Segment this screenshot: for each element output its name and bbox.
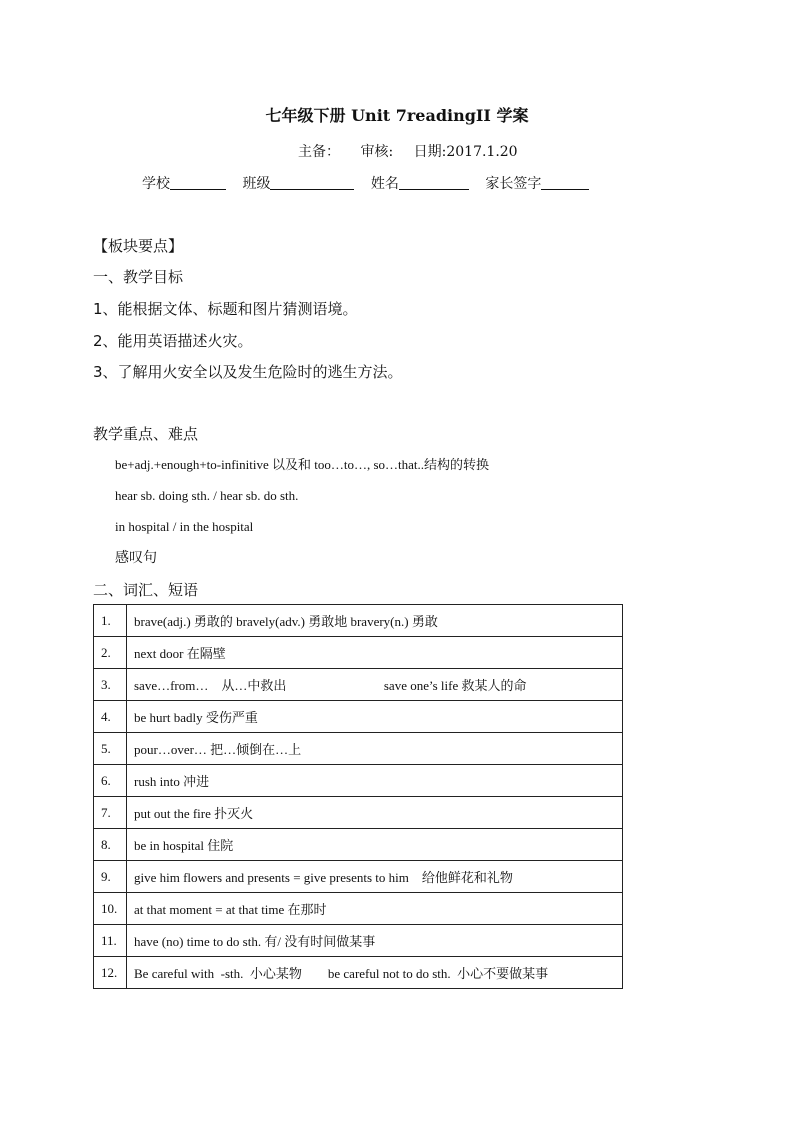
page-title: 七年级下册 Unit 7readingII 学案 — [265, 106, 529, 125]
row-number: 5. — [94, 733, 127, 765]
table-row — [94, 957, 623, 989]
goals-heading: 一、教学目标 — [93, 268, 184, 286]
student-info-fields — [142, 174, 601, 194]
key-points-heading: 【板块要点】 — [93, 237, 184, 255]
row-text: have (no) time to do sth. 有/ 没有时间做某事 — [127, 925, 623, 957]
row-number: 8. — [94, 829, 127, 861]
reviewer-label: 审核: — [360, 144, 394, 160]
row-text: next door 在隔壁 — [127, 637, 623, 669]
row-number: 7. — [94, 797, 127, 829]
table-row — [94, 765, 623, 797]
row-text: be hurt badly 受伤严重 — [127, 701, 623, 733]
row-text: put out the fire 扑灭火 — [127, 797, 623, 829]
row-text: pour…over… 把…倾倒在…上 — [127, 733, 623, 765]
name-blank[interactable] — [399, 175, 469, 190]
table-row — [94, 925, 623, 957]
parent-sign-blank[interactable] — [541, 175, 589, 190]
parent-sign-label: 家长签字 — [485, 176, 542, 192]
row-text: Be careful with -sth. 小心某物 be careful not to do sth. 小心不要做某事 — [127, 957, 623, 989]
row-number: 1. — [94, 605, 127, 637]
meta-line — [298, 142, 518, 162]
table-row — [94, 701, 623, 733]
school-blank[interactable] — [170, 175, 226, 190]
table-row — [94, 605, 623, 637]
row-text: save…from… 从…中救出 save one’s life 救某人的命 — [127, 669, 623, 701]
school-field[interactable] — [142, 176, 226, 192]
row-number: 4. — [94, 701, 127, 733]
table-row — [94, 829, 623, 861]
row-number: 6. — [94, 765, 127, 797]
table-row — [94, 637, 623, 669]
row-number: 11. — [94, 925, 127, 957]
table-row — [94, 797, 623, 829]
row-number: 3. — [94, 669, 127, 701]
row-text: rush into 冲进 — [127, 765, 623, 797]
focus-item: be+adj.+enough+to-infinitive 以及和 too…to…, so…that..结构的转换 — [115, 457, 490, 472]
name-field[interactable] — [371, 176, 469, 192]
table-row — [94, 733, 623, 765]
table-row — [94, 861, 623, 893]
class-label: 班级 — [242, 176, 271, 192]
row-text: be in hospital 住院 — [127, 829, 623, 861]
author-label: 主备： — [298, 144, 340, 160]
table-row — [94, 893, 623, 925]
focus-heading: 教学重点、难点 — [93, 425, 199, 443]
goal-item: 1、能根据文体、标题和图片猜测语境。 — [93, 300, 358, 318]
goal-item: 2、能用英语描述火灾。 — [93, 332, 253, 350]
row-number: 12. — [94, 957, 127, 989]
vocab-table — [93, 604, 623, 989]
school-label: 学校 — [142, 176, 170, 192]
row-number: 9. — [94, 861, 127, 893]
class-blank[interactable] — [270, 175, 354, 190]
row-number: 2. — [94, 637, 127, 669]
focus-item: in hospital / in the hospital — [115, 519, 254, 534]
goal-item: 3、了解用火安全以及发生危险时的逃生方法。 — [93, 363, 403, 381]
focus-item: hear sb. doing sth. / hear sb. do sth. — [115, 488, 299, 503]
row-text: give him flowers and presents = give presents to him 给他鲜花和礼物 — [127, 861, 623, 893]
vocab-heading: 二、词汇、短语 — [93, 581, 199, 599]
row-text: at that moment = at that time 在那时 — [127, 893, 623, 925]
row-number: 10. — [94, 893, 127, 925]
focus-item: 感叹句 — [115, 550, 157, 566]
name-label: 姓名 — [370, 176, 399, 192]
date-label: 日期:2017.1.20 — [413, 144, 518, 160]
table-row — [94, 669, 623, 701]
class-field[interactable] — [242, 176, 354, 192]
parent-sign-field[interactable] — [485, 176, 589, 192]
row-text: brave(adj.) 勇敢的 bravely(adv.) 勇敢地 bravery(n.) 勇敢 — [127, 605, 623, 637]
